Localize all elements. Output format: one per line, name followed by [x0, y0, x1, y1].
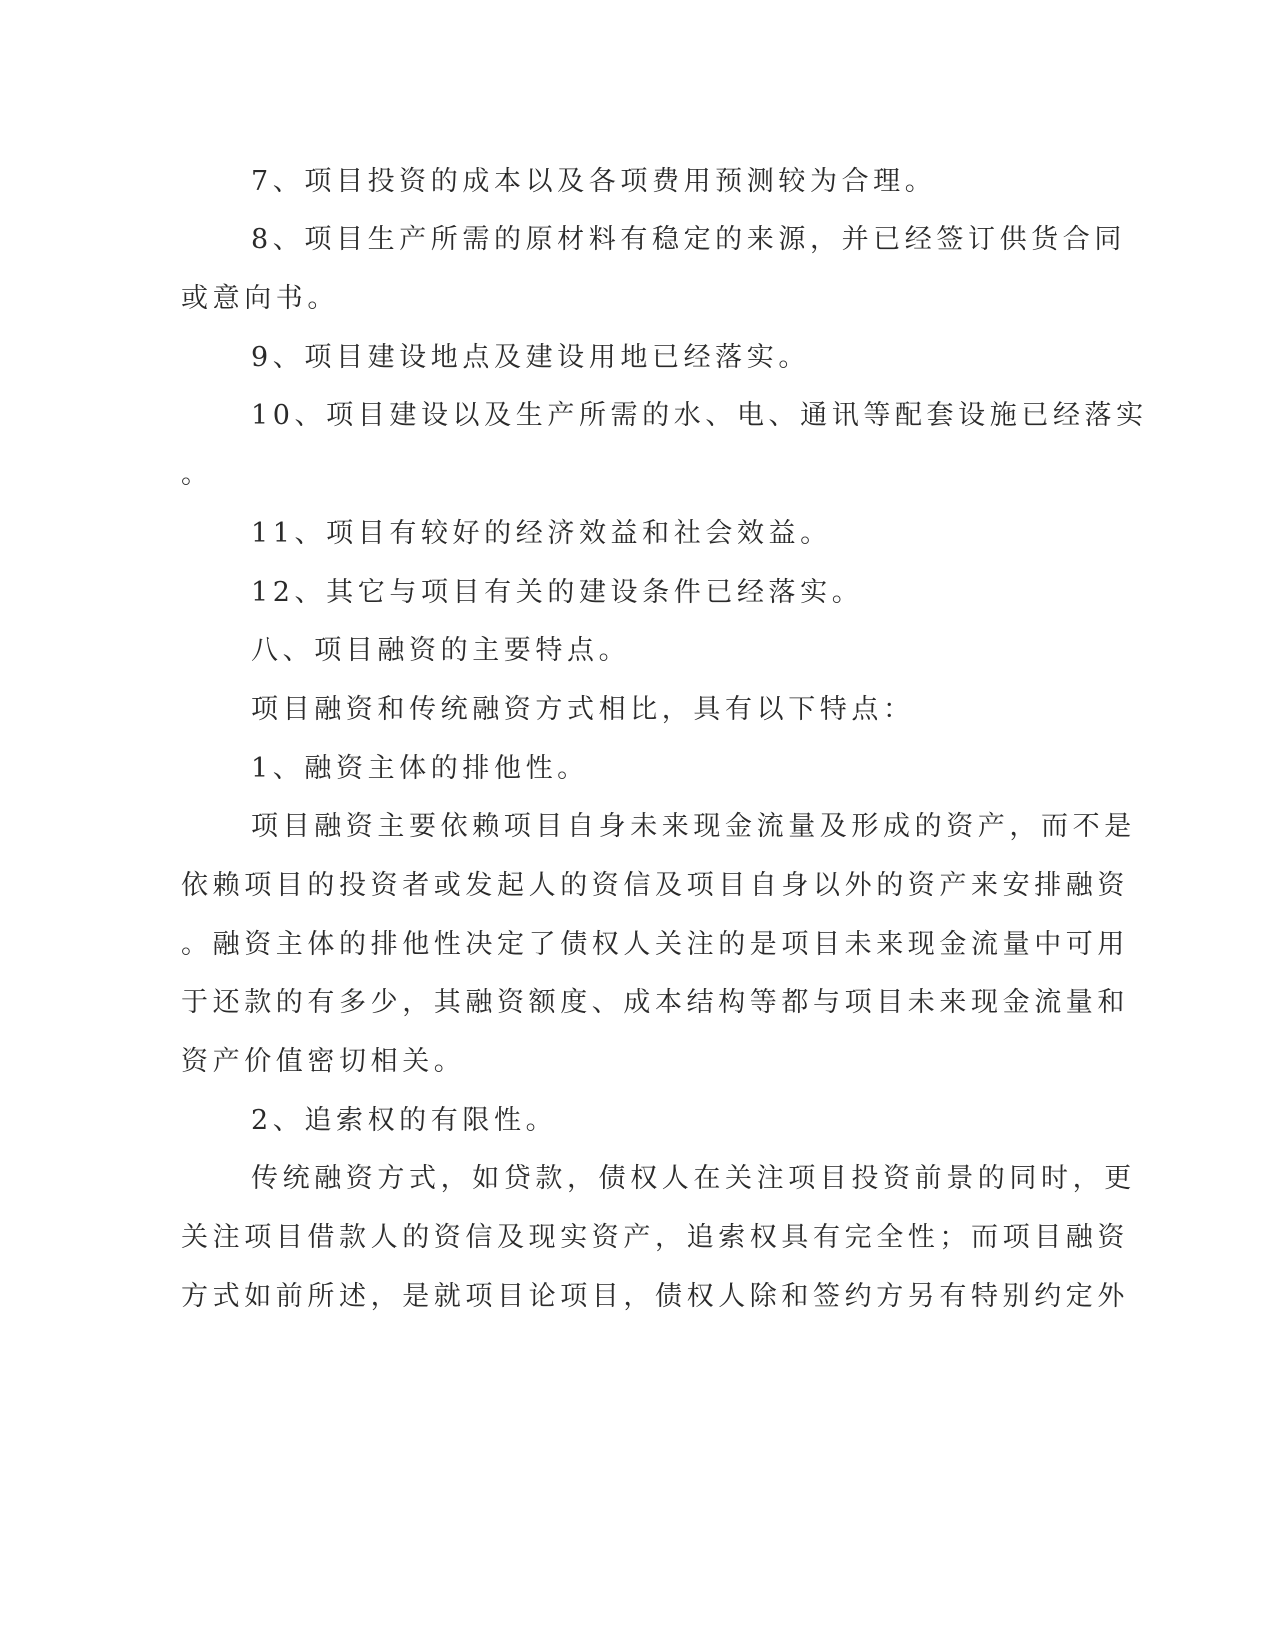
- text-line: 10、项目建设以及生产所需的水、电、通讯等配套设施已经落实: [251, 400, 1148, 431]
- text-line: 依赖项目的投资者或发起人的资信及项目自身以外的资产来安排融资: [181, 870, 1129, 901]
- text-line: 。: [181, 459, 213, 490]
- text-line: 11、项目有较好的经济效益和社会效益。: [251, 518, 832, 549]
- text-line: 12、其它与项目有关的建设条件已经落实。: [251, 577, 864, 608]
- text-line: 或意向书。: [181, 283, 339, 314]
- text-line: 8、项目生产所需的原材料有稳定的来源，并已经签订供货合同: [251, 224, 1126, 255]
- text-line: 资产价值密切相关。: [181, 1046, 466, 1077]
- text-line: 9、项目建设地点及建设用地已经落实。: [251, 342, 810, 373]
- subheading: 1、融资主体的排他性。: [251, 753, 589, 784]
- text-line: 于还款的有多少，其融资额度、成本结构等都与项目未来现金流量和: [181, 987, 1129, 1018]
- section-heading: 八、项目融资的主要特点。: [251, 635, 631, 666]
- text-line: 传统融资方式，如贷款，债权人在关注项目投资前景的同时，更: [251, 1163, 1136, 1194]
- text-line: 。融资主体的排他性决定了债权人关注的是项目未来现金流量中可用: [181, 929, 1129, 960]
- text-line: 项目融资和传统融资方式相比，具有以下特点：: [251, 694, 915, 725]
- text-line: 方式如前所述，是就项目论项目，债权人除和签约方另有特别约定外: [181, 1281, 1129, 1312]
- text-line: 项目融资主要依赖项目自身未来现金流量及形成的资产，而不是: [251, 811, 1136, 842]
- text-line: 7、项目投资的成本以及各项费用预测较为合理。: [251, 166, 937, 197]
- subheading: 2、追索权的有限性。: [251, 1105, 558, 1136]
- text-line: 关注项目借款人的资信及现实资产，追索权具有完全性；而项目融资: [181, 1222, 1129, 1253]
